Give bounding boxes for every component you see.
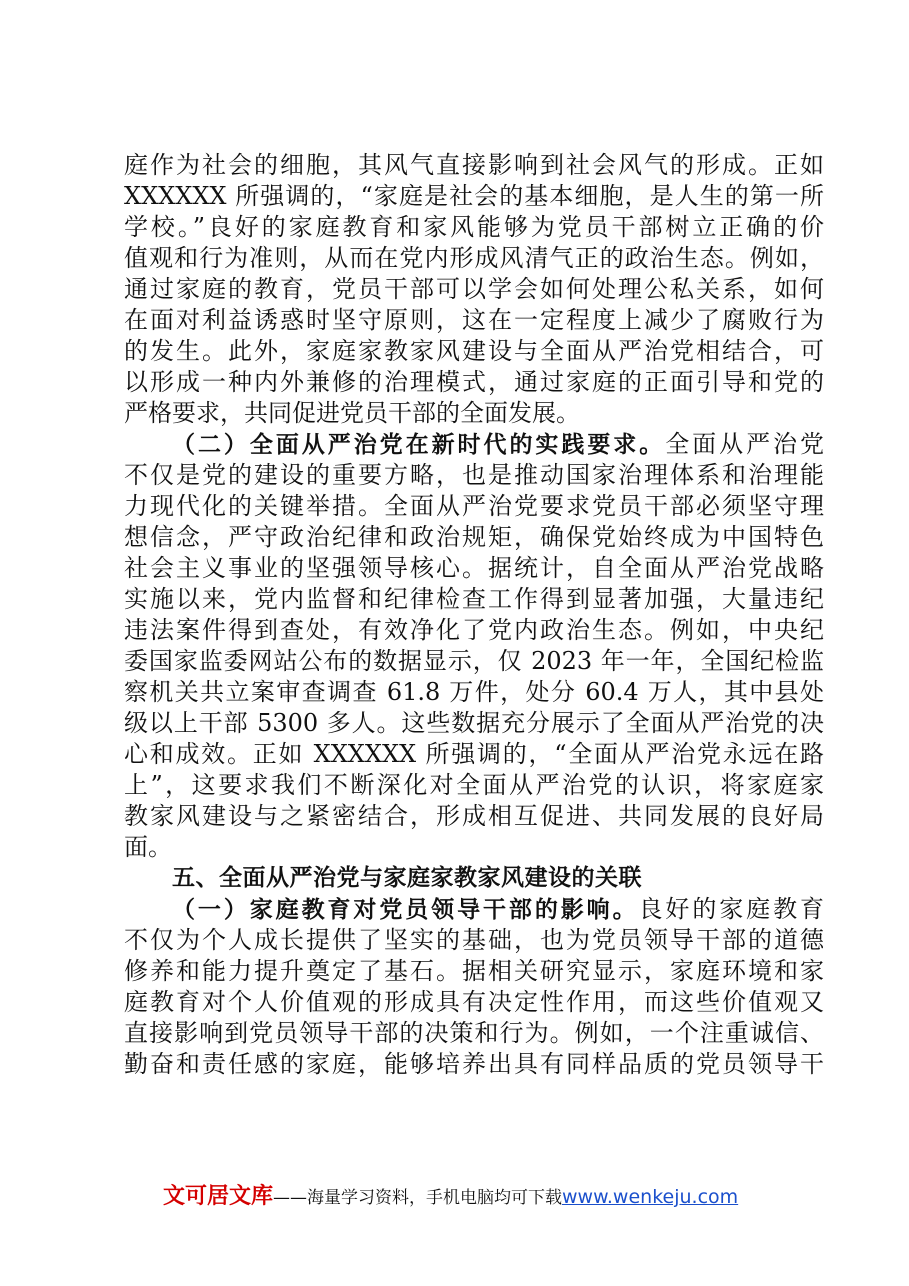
- paragraph: [124, 429, 824, 863]
- text-span: 良好的家庭教育: [638, 895, 824, 923]
- text-line: [124, 894, 824, 925]
- text-line: 严格要求，共同促进党员干部的全面发展。: [124, 399, 580, 427]
- paragraph: [124, 894, 824, 1080]
- document-body: [124, 150, 824, 1080]
- text-line: 不仅是党的建设的重要方略，也是推动国家治理体系和治理能: [124, 461, 824, 489]
- text-line: 在面对利益诱惑时坚守原则，这在一定程度上减少了腐败行为: [124, 306, 824, 334]
- text-line: 上”，这要求我们不断深化对全面从严治党的认识，将家庭家: [124, 771, 824, 799]
- text-line: 修养和能力提升奠定了基石。据相关研究显示，家庭环境和家: [124, 957, 824, 985]
- text-line: 教家风建设与之紧密结合，形成相互促进、共同发展的良好局: [124, 802, 824, 830]
- text-line: XXXXXX 所强调的，“家庭是社会的基本细胞，是人生的第一所: [124, 182, 824, 210]
- footer-banner: [163, 1180, 783, 1214]
- footer-tagline: ——海量学习资料，手机电脑均可下载: [273, 1188, 563, 1208]
- text-line: 实施以来，党内监督和纪律检查工作得到显著加强，大量违纪: [124, 585, 824, 613]
- website-link[interactable]: www.wenkeju.com: [562, 1186, 739, 1208]
- text-line: 社会主义事业的坚强领导核心。据统计，自全面从严治党战略: [124, 554, 824, 582]
- section-heading: 五、全面从严治党与家庭家教家风建设的关联: [172, 865, 642, 891]
- text-line: 勤奋和责任感的家庭，能够培养出具有同样品质的党员领导干: [124, 1050, 824, 1078]
- text-line: 察机关共立案审查调查 61.8 万件，处分 60.4 万人，其中县处: [124, 678, 824, 706]
- text-span: 全面从严治党: [665, 430, 825, 458]
- text-line: 的发生。此外，家庭家教家风建设与全面从严治党相结合，可: [124, 337, 824, 365]
- text-line: 庭作为社会的细胞，其风气直接影响到社会风气的形成。正如: [124, 151, 824, 179]
- text-line: 以形成一种内外兼修的治理模式，通过家庭的正面引导和党的: [124, 368, 824, 396]
- text-line: 直接影响到党员领导干部的决策和行为。例如，一个注重诚信、: [124, 1019, 824, 1047]
- text-line: 委国家监委网站公布的数据显示，仅 2023 年一年，全国纪检监: [124, 647, 824, 675]
- subsection-heading: （一）家庭教育对党员领导干部的影响。: [172, 897, 639, 923]
- subsection-heading: （二）全面从严治党在新时代的实践要求。: [172, 432, 666, 458]
- text-line: 违法案件得到查处，有效净化了党内政治生态。例如，中央纪: [124, 616, 824, 644]
- text-line: 值观和行为准则，从而在党内形成风清气正的政治生态。例如，: [124, 244, 824, 272]
- text-line: [124, 429, 824, 460]
- text-line: 学校。”良好的家庭教育和家风能够为党员干部树立正确的价: [124, 213, 824, 241]
- text-line: 力现代化的关键举措。全面从严治党要求党员干部必须坚守理: [124, 492, 824, 520]
- text-line: 想信念，严守政治纪律和政治规矩，确保党始终成为中国特色: [124, 523, 824, 551]
- paragraph: [124, 150, 824, 429]
- text-line: 心和成效。正如 XXXXXX 所强调的，“全面从严治党永远在路: [124, 740, 824, 768]
- text-line: 通过家庭的教育，党员干部可以学会如何处理公私关系，如何: [124, 275, 824, 303]
- brand-name: 文可居文库: [163, 1184, 274, 1209]
- text-line: 级以上干部 5300 多人。这些数据充分展示了全面从严治党的决: [124, 709, 824, 737]
- text-line: 不仅为个人成长提供了坚实的基础，也为党员领导干部的道德: [124, 926, 824, 954]
- text-line: 庭教育对个人价值观的形成具有决定性作用，而这些价值观又: [124, 988, 824, 1016]
- text-line: 面。: [124, 833, 172, 861]
